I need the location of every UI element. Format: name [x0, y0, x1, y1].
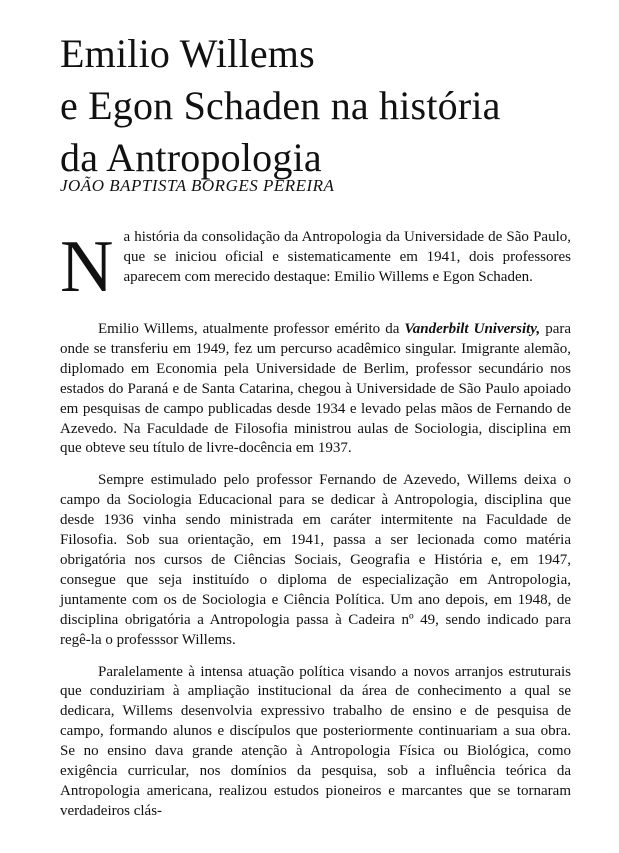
paragraph [60, 471, 571, 650]
paragraph-text: para onde se transferiu em 1949, fez um percurso acadêmico singular. Imigrante alemão, diplomado em Economia pela Universidade de Berlim, professor secundário nos estados do Paraná e de Santa Catarina, chegou à Universidade de São Paulo apoiado em pesquisas de campo publicadas desde 1934 e levado pelas mãos de Fernando de Azevedo. Na Faculdade de Filosofia ministrou aulas de Sociologia, disciplina em que obteve seu título de livre-docência em 1937. [60, 321, 572, 457]
paragraph-text: Paralelamente à intensa atuação política visando a novos arranjos estruturais que conduziriam à ampliação institucional da área de conhecimento a qual se dedicara, Willems desenvolvia expressivo trabalho de ensino e de pesquisa de campo, formando alunos e discípulos que posteriormente continuariam a sua obra. Se no ensino dava grande atenção à Antropologia Física ou Biológica, como exigência curricular, nos domínios da pesquisa, sob a influência teórica da Antropologia americana, realizou estudos pioneiros e marcantes que se tornaram verdadeiros clás- [60, 663, 571, 819]
paragraph-text: a história da consolidação da Antropologia da Universidade de São Paulo, que se iniciou oficial e sistematicamente em 1941, dois professores aparecem com merecido destaque: Emilio Willems e Egon Schaden. [123, 229, 571, 285]
drop-cap: N [60, 226, 114, 308]
article-title [60, 28, 600, 184]
author-name: JOÃO BAPTISTA BORGES PEREIRA [60, 176, 335, 195]
emphasis-university: Vanderbilt University, [404, 321, 541, 337]
paragraph-text: Emilio Willems, atualmente professor emérito da [98, 321, 405, 337]
paragraph-text: Sempre estimulado pelo professor Fernando de Azevedo, Willems deixa o campo da Sociologia Educacional para se dedicar à Antropologia, disciplina que desde 1936 vinha sendo ministrada em caráter intermitente na Faculdade de Filosofia. Sob sua orientação, em 1941, passa a ser lecionada como matéria obrigatória nos cursos de Ciências Sociais, Geografia e História e, em 1947, consegue que seja instituído o diploma de especialização em Antropologia, juntamente com os de Sociologia e Ciência Política. Um ano depois, em 1948, de disciplina obrigatória a Antropologia passa à Cadeira nº 49, sendo indicado para regê-la o professsor Willems. [60, 472, 571, 648]
paragraph [60, 320, 571, 459]
article-body [60, 228, 571, 822]
title-line: Emilio Willems [60, 31, 315, 76]
title-line: e Egon Schaden na história [60, 83, 501, 128]
title-line: da Antropologia [60, 135, 322, 180]
paragraph [60, 228, 571, 308]
paragraph [60, 663, 571, 822]
